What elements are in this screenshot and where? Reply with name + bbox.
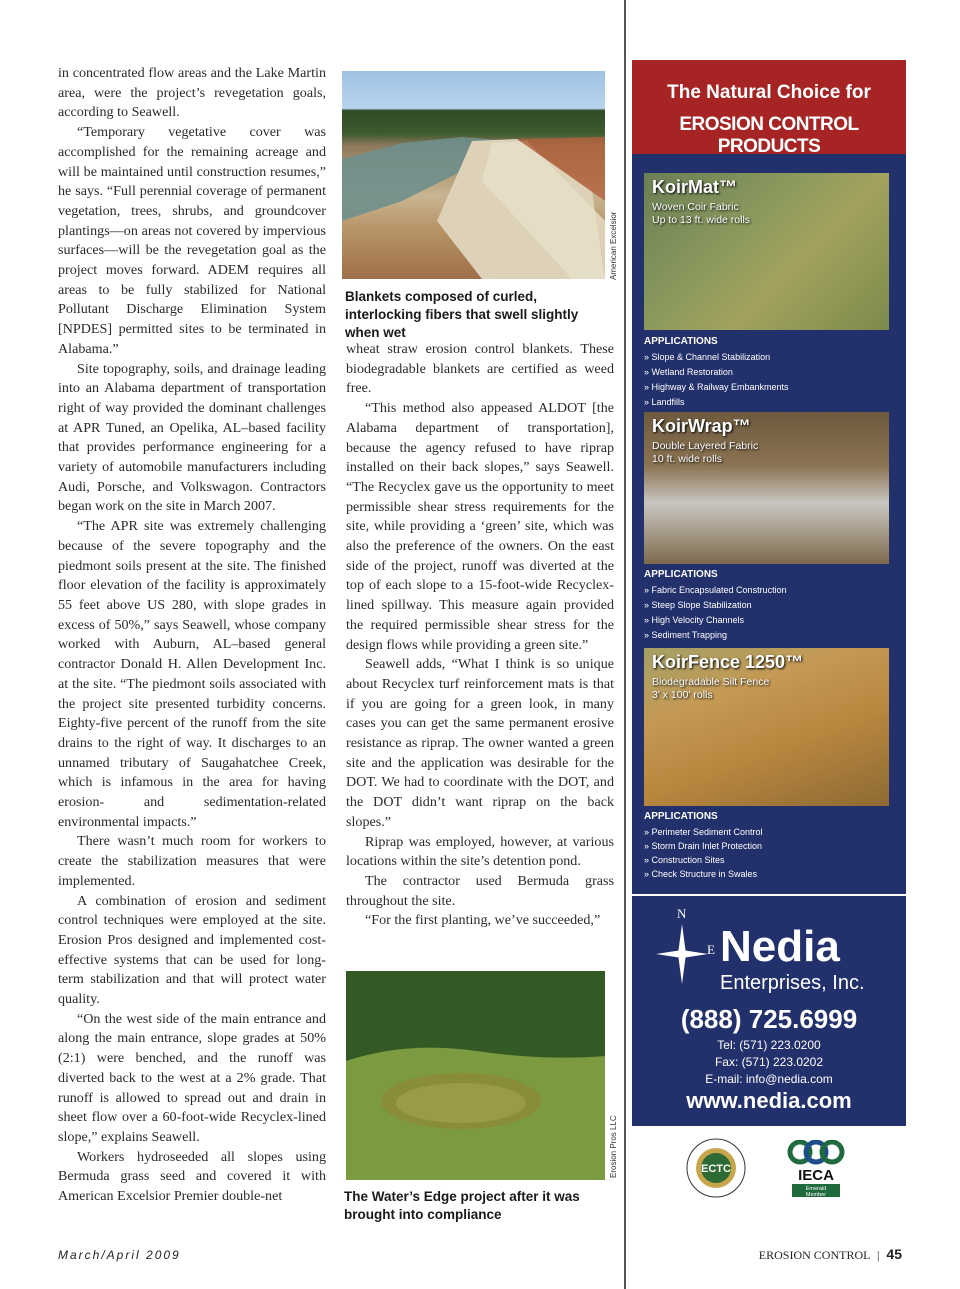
paragraph: There wasn’t much room for workers to create the stabilization measures that were implemented. — [58, 833, 326, 889]
product-koirfence — [644, 648, 889, 806]
photo-credit: Erosion Pros LLC — [609, 1115, 618, 1178]
paragraph: Site topography, soils, and drainage leading into an Alabama department of transportation right of way provided the dominant challenges at APR Tuned, an Opelika, AL–based facility that provides performance engineering for a variety of automobile manufacturers including Audi, Porsche, and Volkswagon. Contractors began work on the site in March 2007. — [58, 360, 326, 515]
photo-credit: American Excelsior — [609, 211, 618, 280]
photo-waters-edge-art — [346, 971, 605, 1180]
application-item: » Perimeter Sediment Control — [644, 827, 763, 837]
compass-north-label: N — [677, 906, 687, 921]
company-website[interactable]: www.nedia.com — [686, 1088, 852, 1113]
product-koirwrap — [644, 412, 889, 564]
product-roll-size: 3' x 100' rolls — [652, 689, 713, 701]
paragraph: Riprap was employed, however, at various locations within the site’s detention pond. — [346, 833, 614, 870]
applications-heading: APPLICATIONS — [644, 569, 718, 580]
photo-erosion-blanket — [342, 71, 605, 279]
ectc-badge — [686, 1138, 746, 1198]
product-name: KoirMat™ — [652, 177, 737, 197]
application-item: » Steep Slope Stabilization — [644, 600, 752, 610]
company-suffix: Enterprises, Inc. — [720, 972, 865, 994]
application-item: » Wetland Restoration — [644, 367, 733, 377]
application-item: » Slope & Channel Stabilization — [644, 352, 771, 362]
company-tel: Tel: (571) 223.0200 — [717, 1038, 821, 1052]
paragraph: A combination of erosion and sediment control techniques were employed at the site. Erosion Pros designed and implemented cost-effective systems that can be used for long-term stabilization and that will protect water quality. — [58, 892, 326, 1008]
paragraph: “The APR site was extremely challenging because of the severe topography and the piedmont soils present at the site. The finished floor elevation of the facility is approximately 55 feet above US 280, with slope grades in excess of 50%,” says Seawell, whose company worked with Auburn, AL–based general contractor Donald H. Allen Development Inc. at the site. “The piedmont soils associated with the project site presented turbidity concerns. Eighty-five percent of the runoff from the site drains to the right of way. It discharges to an unnamed tributary of Saugahatchee Creek, which is infamous in the area for having erosion- and sedimentation-related environmental impacts.” — [58, 518, 326, 830]
paragraph: “On the west side of the main entrance and along the main entrance, slope grades at 50% (2:1) were benched, and the runoff was diverted back to the west at a 2% grade. That runoff is allowed to spread out and drain in sheet flow over a 60-foot-wide Recyclex-lined slope,” explains Seawell. — [58, 1010, 326, 1145]
product-applications — [644, 811, 763, 881]
ectc-badge-ring-text — [686, 1198, 746, 1199]
ad-headline-products: EROSION CONTROL PRODUCTS — [679, 114, 859, 157]
photo-waters-edge — [346, 971, 605, 1180]
article-column-1 — [58, 64, 326, 1207]
paragraph: Seawell adds, “What I think is so unique about Recyclex turf reinforcement mats is that if you are going for a green look, in many cases you can get the same permanent erosive resistance as riprap. The owner wanted a green site and the application was desirable for the DOT. We had to coordinate with the DOT, and the DOT didn’t want riprap on the back slopes.” — [346, 656, 614, 830]
nedia-advertisement[interactable] — [632, 60, 906, 1126]
photo-caption: The Water’s Edge project after it was brought into compliance — [344, 1189, 580, 1222]
company-fax: Fax: (571) 223.0202 — [714, 1055, 824, 1069]
paragraph: “This method also appeased ALDOT [the Alabama department of transportation], because the agency refused to have riprap installed on their back slopes,” says Seawell. “The Recyclex gave us the opportunity to meet permissible shear stress requirements for the site, while providing a ‘green’ site, which was also the preference of the owners. On the east side of the project, runoff was diverted at the top of each slope to a 15-foot-wide Recyclex-lined spillway. This measure again provided the required permissible shear stress for the design flows while providing a green site.” — [346, 400, 614, 653]
company-name: Nedia — [720, 922, 840, 971]
ieca-badge — [780, 1140, 852, 1198]
product-description: Double Layered Fabric — [652, 440, 759, 452]
paragraph: in concentrated flow areas and the Lake Martin area, were the project’s revegetation goals, according to Seawell. — [58, 65, 326, 121]
paragraph: “Temporary vegetative cover was accomplished for the remaining acreage and will be maintained until construction resumes,” he says. “Full perennial coverage of permanent vegetation, trees, shrubs, and groundcover plantings—on areas not covered by impervious surfaces—will be the revegetation goal as the project moves forward. ADEM requires all areas to be fully stabilized for National Pollutant Discharge Elimination System [NPDES] permitted sites to be terminated in Alabama.” — [58, 124, 326, 357]
ectc-badge-label: ECTC — [701, 1163, 731, 1175]
product-description: Woven Coir Fabric — [652, 201, 739, 213]
ad-headline-banner — [632, 60, 906, 157]
ieca-badge-sub1: Emerald — [805, 1186, 827, 1192]
applications-heading: APPLICATIONS — [644, 336, 718, 347]
paragraph: Workers hydroseeded all slopes using Bermuda grass seed and covered it with American Excelsior Premier double-net — [58, 1148, 326, 1205]
product-name: KoirWrap™ — [652, 416, 751, 436]
compass-east-label: E — [707, 942, 715, 957]
product-applications — [644, 569, 787, 643]
applications-heading: APPLICATIONS — [644, 811, 718, 822]
footer-divider: | — [877, 1248, 880, 1262]
product-description: Biodegradable Silt Fence — [652, 676, 770, 688]
article-column-2 — [346, 340, 614, 931]
paragraph: wheat straw erosion control blankets. These biodegradable blankets are certified as weed free. — [346, 341, 614, 397]
paragraph: The contractor used Bermuda grass throughout the site. — [346, 872, 614, 909]
application-item: » Highway & Railway Embankments — [644, 382, 789, 392]
product-name: KoirFence 1250™ — [652, 652, 804, 672]
paragraph: “For the first planting, we’ve succeeded,” — [365, 912, 601, 929]
ad-headline: The Natural Choice for — [667, 82, 871, 103]
application-item: » Construction Sites — [644, 855, 725, 865]
application-item: » Sediment Trapping — [644, 630, 728, 640]
issue-date: March/April 2009 — [58, 1248, 181, 1262]
company-phone: (888) 725.6999 — [680, 1004, 858, 1034]
application-item: » High Velocity Channels — [644, 615, 745, 625]
ad-divider — [632, 894, 906, 896]
magazine-name: EROSION CONTROL — [758, 1248, 871, 1262]
application-item: » Storm Drain Inlet Protection — [644, 841, 763, 851]
photo-erosion-blanket-art — [342, 71, 605, 279]
application-item: » Landfills — [644, 397, 685, 407]
application-item: » Fabric Encapsulated Construction — [644, 585, 787, 595]
ieca-badge-label: IECA — [798, 1167, 834, 1184]
ieca-badge-sub2: Member — [805, 1192, 827, 1198]
page-footer — [759, 1246, 902, 1263]
compass-star-icon — [654, 910, 714, 1000]
photo-caption: Blankets composed of curled, interlocking fibers that swell slightly when wet — [345, 289, 579, 340]
product-koirmat — [644, 173, 889, 330]
column-divider — [624, 0, 626, 1289]
application-item: » Check Structure in Swales — [644, 869, 758, 879]
company-email: E-mail: info@nedia.com — [705, 1072, 833, 1086]
product-roll-size: 10 ft. wide rolls — [652, 453, 723, 465]
page-number: 45 — [886, 1246, 902, 1262]
product-roll-size: Up to 13 ft. wide rolls — [652, 214, 751, 226]
product-applications — [644, 336, 789, 410]
